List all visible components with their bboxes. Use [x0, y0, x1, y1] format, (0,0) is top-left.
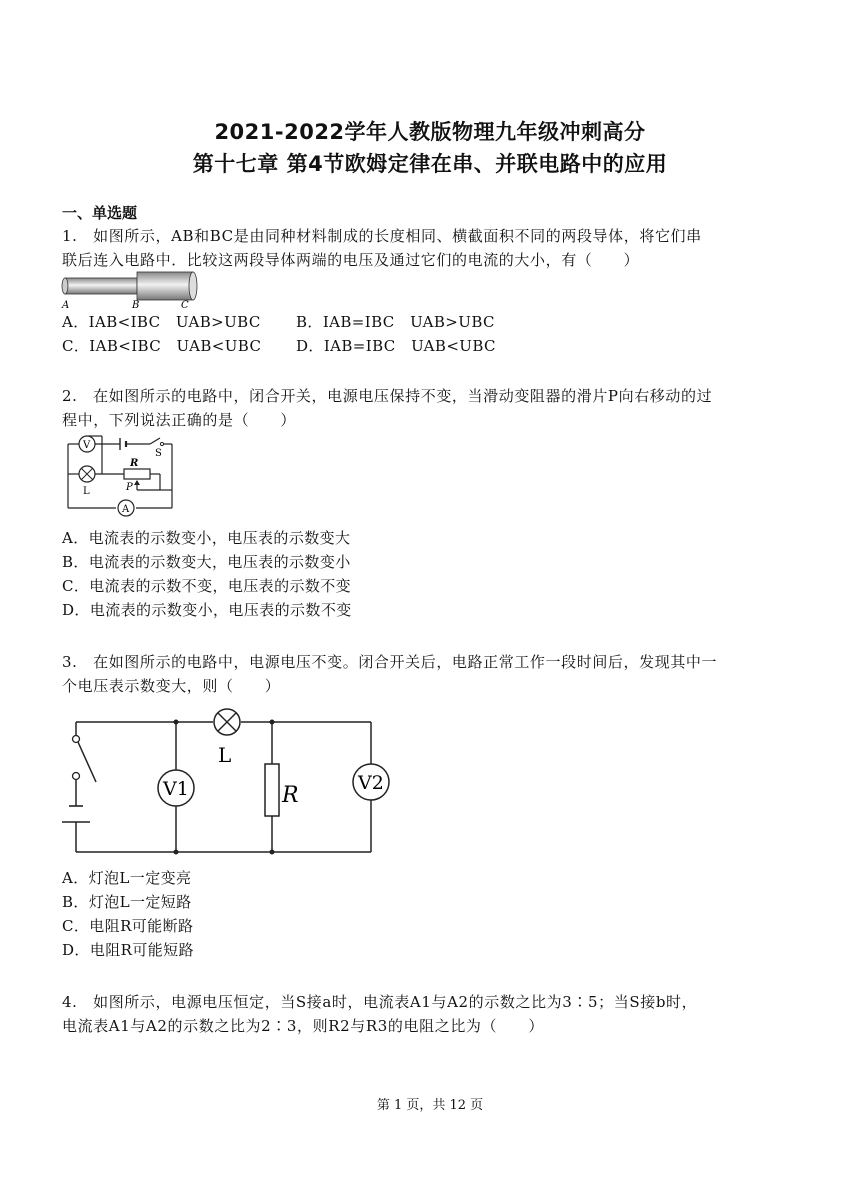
thin-conductor-ab	[65, 278, 137, 294]
thick-conductor-bc	[137, 272, 193, 300]
circuit-diagram-3	[60, 706, 400, 862]
q1-option-a: A．IAB<IBC UAB>UBC	[62, 313, 261, 331]
voltmeter-v1-label: V1	[163, 778, 189, 800]
q3-option-c: C．电阻R可能断路	[62, 917, 194, 935]
question-2-line2: 程中，下列说法正确的是（ ）	[62, 411, 297, 429]
label-b: B	[132, 300, 140, 310]
switch-label: S	[155, 448, 162, 459]
q2-option-c: C．电流表的示数不变，电压表的示数不变	[62, 577, 352, 595]
voltmeter-label: V	[83, 440, 91, 451]
ammeter-label: A	[122, 504, 130, 515]
question-3-line2: 个电压表示数变大，则（ ）	[62, 677, 281, 695]
q1-option-d: D．IAB=IBC UAB<UBC	[296, 337, 496, 355]
lamp-label: L	[218, 743, 232, 767]
q3-option-d: D．电阻R可能短路	[62, 941, 194, 959]
q3-option-b: B．灯泡L一定短路	[62, 893, 192, 911]
lamp-label: L	[83, 486, 90, 497]
document-title-line2: 第十七章 第4节欧姆定律在串、并联电路中的应用	[192, 152, 668, 176]
voltmeter-v2-label: V2	[358, 772, 384, 794]
q1-option-c: C．IAB<IBC UAB<UBC	[62, 337, 262, 355]
rheostat-icon	[124, 469, 150, 479]
document-title-line1: 2021-2022学年人教版物理九年级冲刺高分	[214, 120, 646, 144]
question-4-line1: 4. 如图所示，电源电压恒定，当S接a时，电流表A1与A2的示数之比为3∶5；当S接b时，	[62, 993, 698, 1011]
q1-option-b: B．IAB=IBC UAB>UBC	[296, 313, 495, 331]
question-1-line1: 1. 如图所示，AB和BC是由同种材料制成的长度相同、横截面积不同的两段导体，将它们串	[62, 227, 702, 245]
q2-option-d: D．电流表的示数变小，电压表的示数不变	[62, 601, 352, 619]
resistor-r-icon	[265, 764, 279, 816]
q2-option-a: A．电流表的示数变小，电压表的示数变大	[62, 529, 351, 547]
page-number: 第 1 页，共 12 页	[376, 1098, 484, 1113]
section-title: 一、单选题	[62, 204, 138, 222]
question-1-line2: 联后连入电路中．比较这两段导体两端的电压及通过它们的电流的大小，有（ ）	[62, 251, 640, 269]
label-a: A	[62, 300, 70, 310]
resistor-r-label: R	[282, 783, 299, 808]
question-3-line1: 3. 在如图所示的电路中，电源电压不变。闭合开关后，电路正常工作一段时间后，发现其中一	[62, 653, 718, 671]
question-2-line1: 2. 在如图所示的电路中，闭合开关，电源电压保持不变，当滑动变阻器的滑片P向右移动的过	[62, 387, 713, 405]
slider-label: P	[126, 482, 133, 493]
label-c: C	[181, 300, 189, 310]
question-4-line2: 电流表A1与A2的示数之比为2∶3，则R2与R3的电阻之比为（ ）	[62, 1017, 544, 1035]
circuit-diagram-2	[62, 434, 182, 518]
resistor-label: R	[130, 458, 139, 469]
q3-option-a: A．灯泡L一定变亮	[62, 869, 192, 887]
conductor-figure	[60, 268, 210, 310]
q2-option-b: B．电流表的示数变大，电压表的示数变小	[62, 553, 351, 571]
